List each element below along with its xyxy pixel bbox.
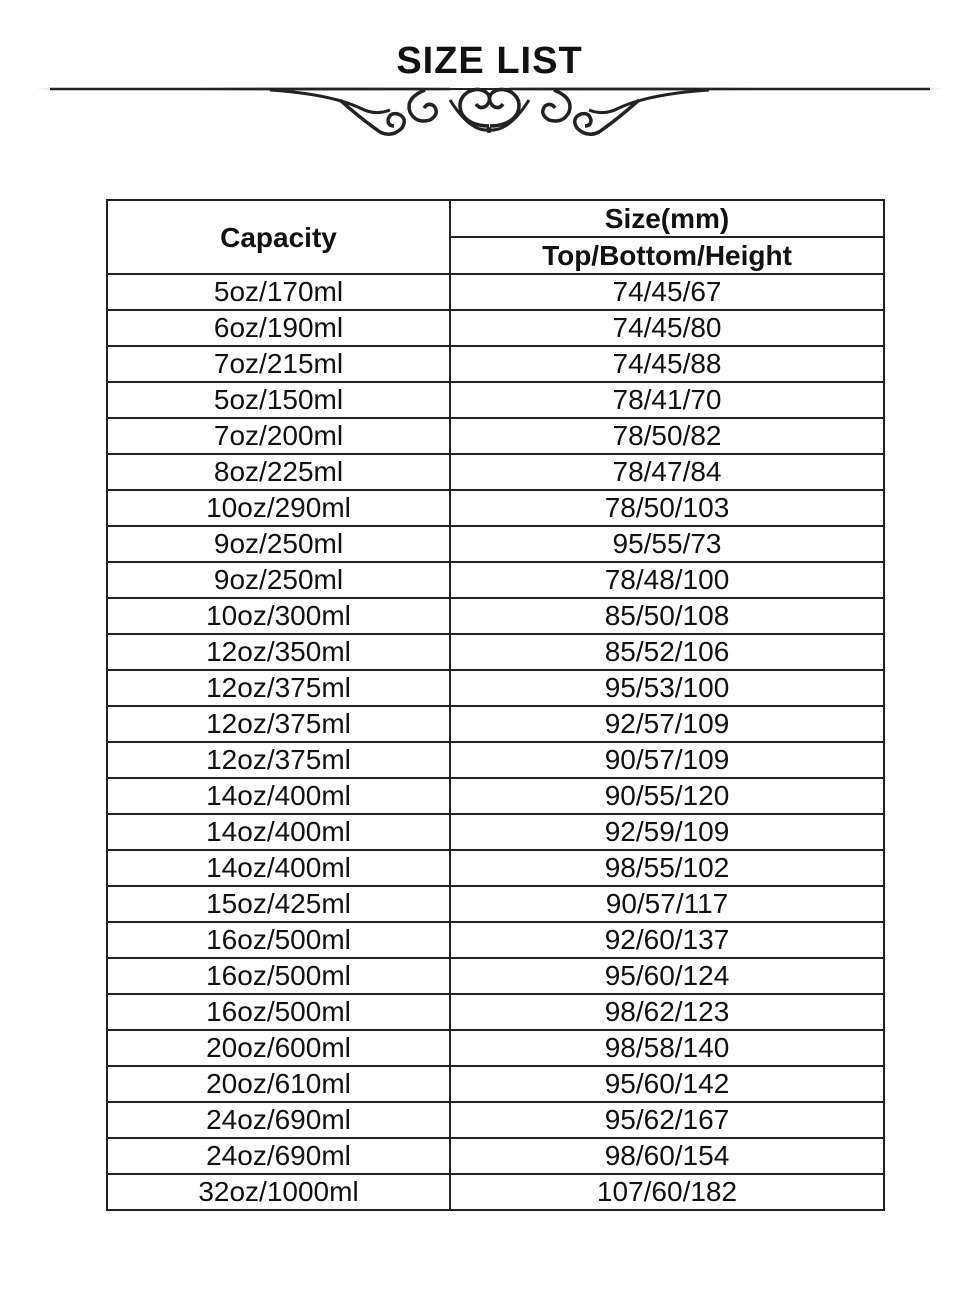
capacity-cell: 10oz/300ml [107,598,450,634]
table-row [107,850,884,886]
capacity-cell: 32oz/1000ml [107,1174,450,1210]
size-cell: 92/59/109 [450,814,884,850]
table-row [107,562,884,598]
capacity-cell: 14oz/400ml [107,814,450,850]
capacity-cell: 8oz/225ml [107,454,450,490]
table-row [107,274,884,310]
size-cell: 98/62/123 [450,994,884,1030]
size-cell: 78/48/100 [450,562,884,598]
table-row [107,1066,884,1102]
capacity-cell: 14oz/400ml [107,778,450,814]
size-cell: 74/45/88 [450,346,884,382]
capacity-cell: 20oz/600ml [107,1030,450,1066]
table-row [107,526,884,562]
table-row [107,454,884,490]
table-row [107,598,884,634]
table-row [107,346,884,382]
capacity-cell: 5oz/150ml [107,382,450,418]
capacity-cell: 9oz/250ml [107,526,450,562]
table-row [107,958,884,994]
table-row [107,382,884,418]
capacity-cell: 24oz/690ml [107,1102,450,1138]
capacity-header: Capacity [107,200,450,274]
size-cell: 85/52/106 [450,634,884,670]
size-cell: 95/55/73 [450,526,884,562]
size-cell: 92/57/109 [450,706,884,742]
table-row [107,1174,884,1210]
size-cell: 107/60/182 [450,1174,884,1210]
size-header: Size(mm) [450,200,884,237]
size-cell: 85/50/108 [450,598,884,634]
size-cell: 78/50/103 [450,490,884,526]
size-cell: 78/50/82 [450,418,884,454]
size-cell: 95/60/142 [450,1066,884,1102]
table-row [107,706,884,742]
table-row [107,814,884,850]
table-row [107,994,884,1030]
size-cell: 98/55/102 [450,850,884,886]
scroll-flourish-divider-icon [30,70,949,150]
table-row [107,418,884,454]
capacity-cell: 12oz/350ml [107,634,450,670]
size-cell: 78/41/70 [450,382,884,418]
size-cell: 74/45/80 [450,310,884,346]
capacity-cell: 5oz/170ml [107,274,450,310]
page-title: SIZE LIST [396,40,583,82]
table-row [107,922,884,958]
capacity-cell: 10oz/290ml [107,490,450,526]
capacity-cell: 12oz/375ml [107,742,450,778]
size-cell: 98/60/154 [450,1138,884,1174]
size-cell: 98/58/140 [450,1030,884,1066]
size-cell: 78/47/84 [450,454,884,490]
capacity-cell: 6oz/190ml [107,310,450,346]
capacity-cell: 15oz/425ml [107,886,450,922]
size-cell: 92/60/137 [450,922,884,958]
table-row [107,634,884,670]
table-row [107,1102,884,1138]
capacity-cell: 14oz/400ml [107,850,450,886]
dimensions-header: Top/Bottom/Height [450,237,884,274]
capacity-cell: 16oz/500ml [107,994,450,1030]
size-cell: 95/62/167 [450,1102,884,1138]
capacity-cell: 16oz/500ml [107,922,450,958]
table-row [107,1030,884,1066]
size-cell: 90/57/109 [450,742,884,778]
capacity-cell: 20oz/610ml [107,1066,450,1102]
capacity-cell: 12oz/375ml [107,670,450,706]
size-cell: 90/57/117 [450,886,884,922]
table-row [107,778,884,814]
capacity-cell: 12oz/375ml [107,706,450,742]
table-row [107,670,884,706]
size-cell: 90/55/120 [450,778,884,814]
size-cell: 95/60/124 [450,958,884,994]
table-row [107,742,884,778]
capacity-cell: 24oz/690ml [107,1138,450,1174]
size-table [106,199,885,1211]
capacity-cell: 7oz/215ml [107,346,450,382]
table-row [107,886,884,922]
capacity-cell: 7oz/200ml [107,418,450,454]
size-cell: 74/45/67 [450,274,884,310]
capacity-cell: 16oz/500ml [107,958,450,994]
table-row [107,310,884,346]
capacity-cell: 9oz/250ml [107,562,450,598]
table-row [107,1138,884,1174]
size-cell: 95/53/100 [450,670,884,706]
table-row [107,490,884,526]
